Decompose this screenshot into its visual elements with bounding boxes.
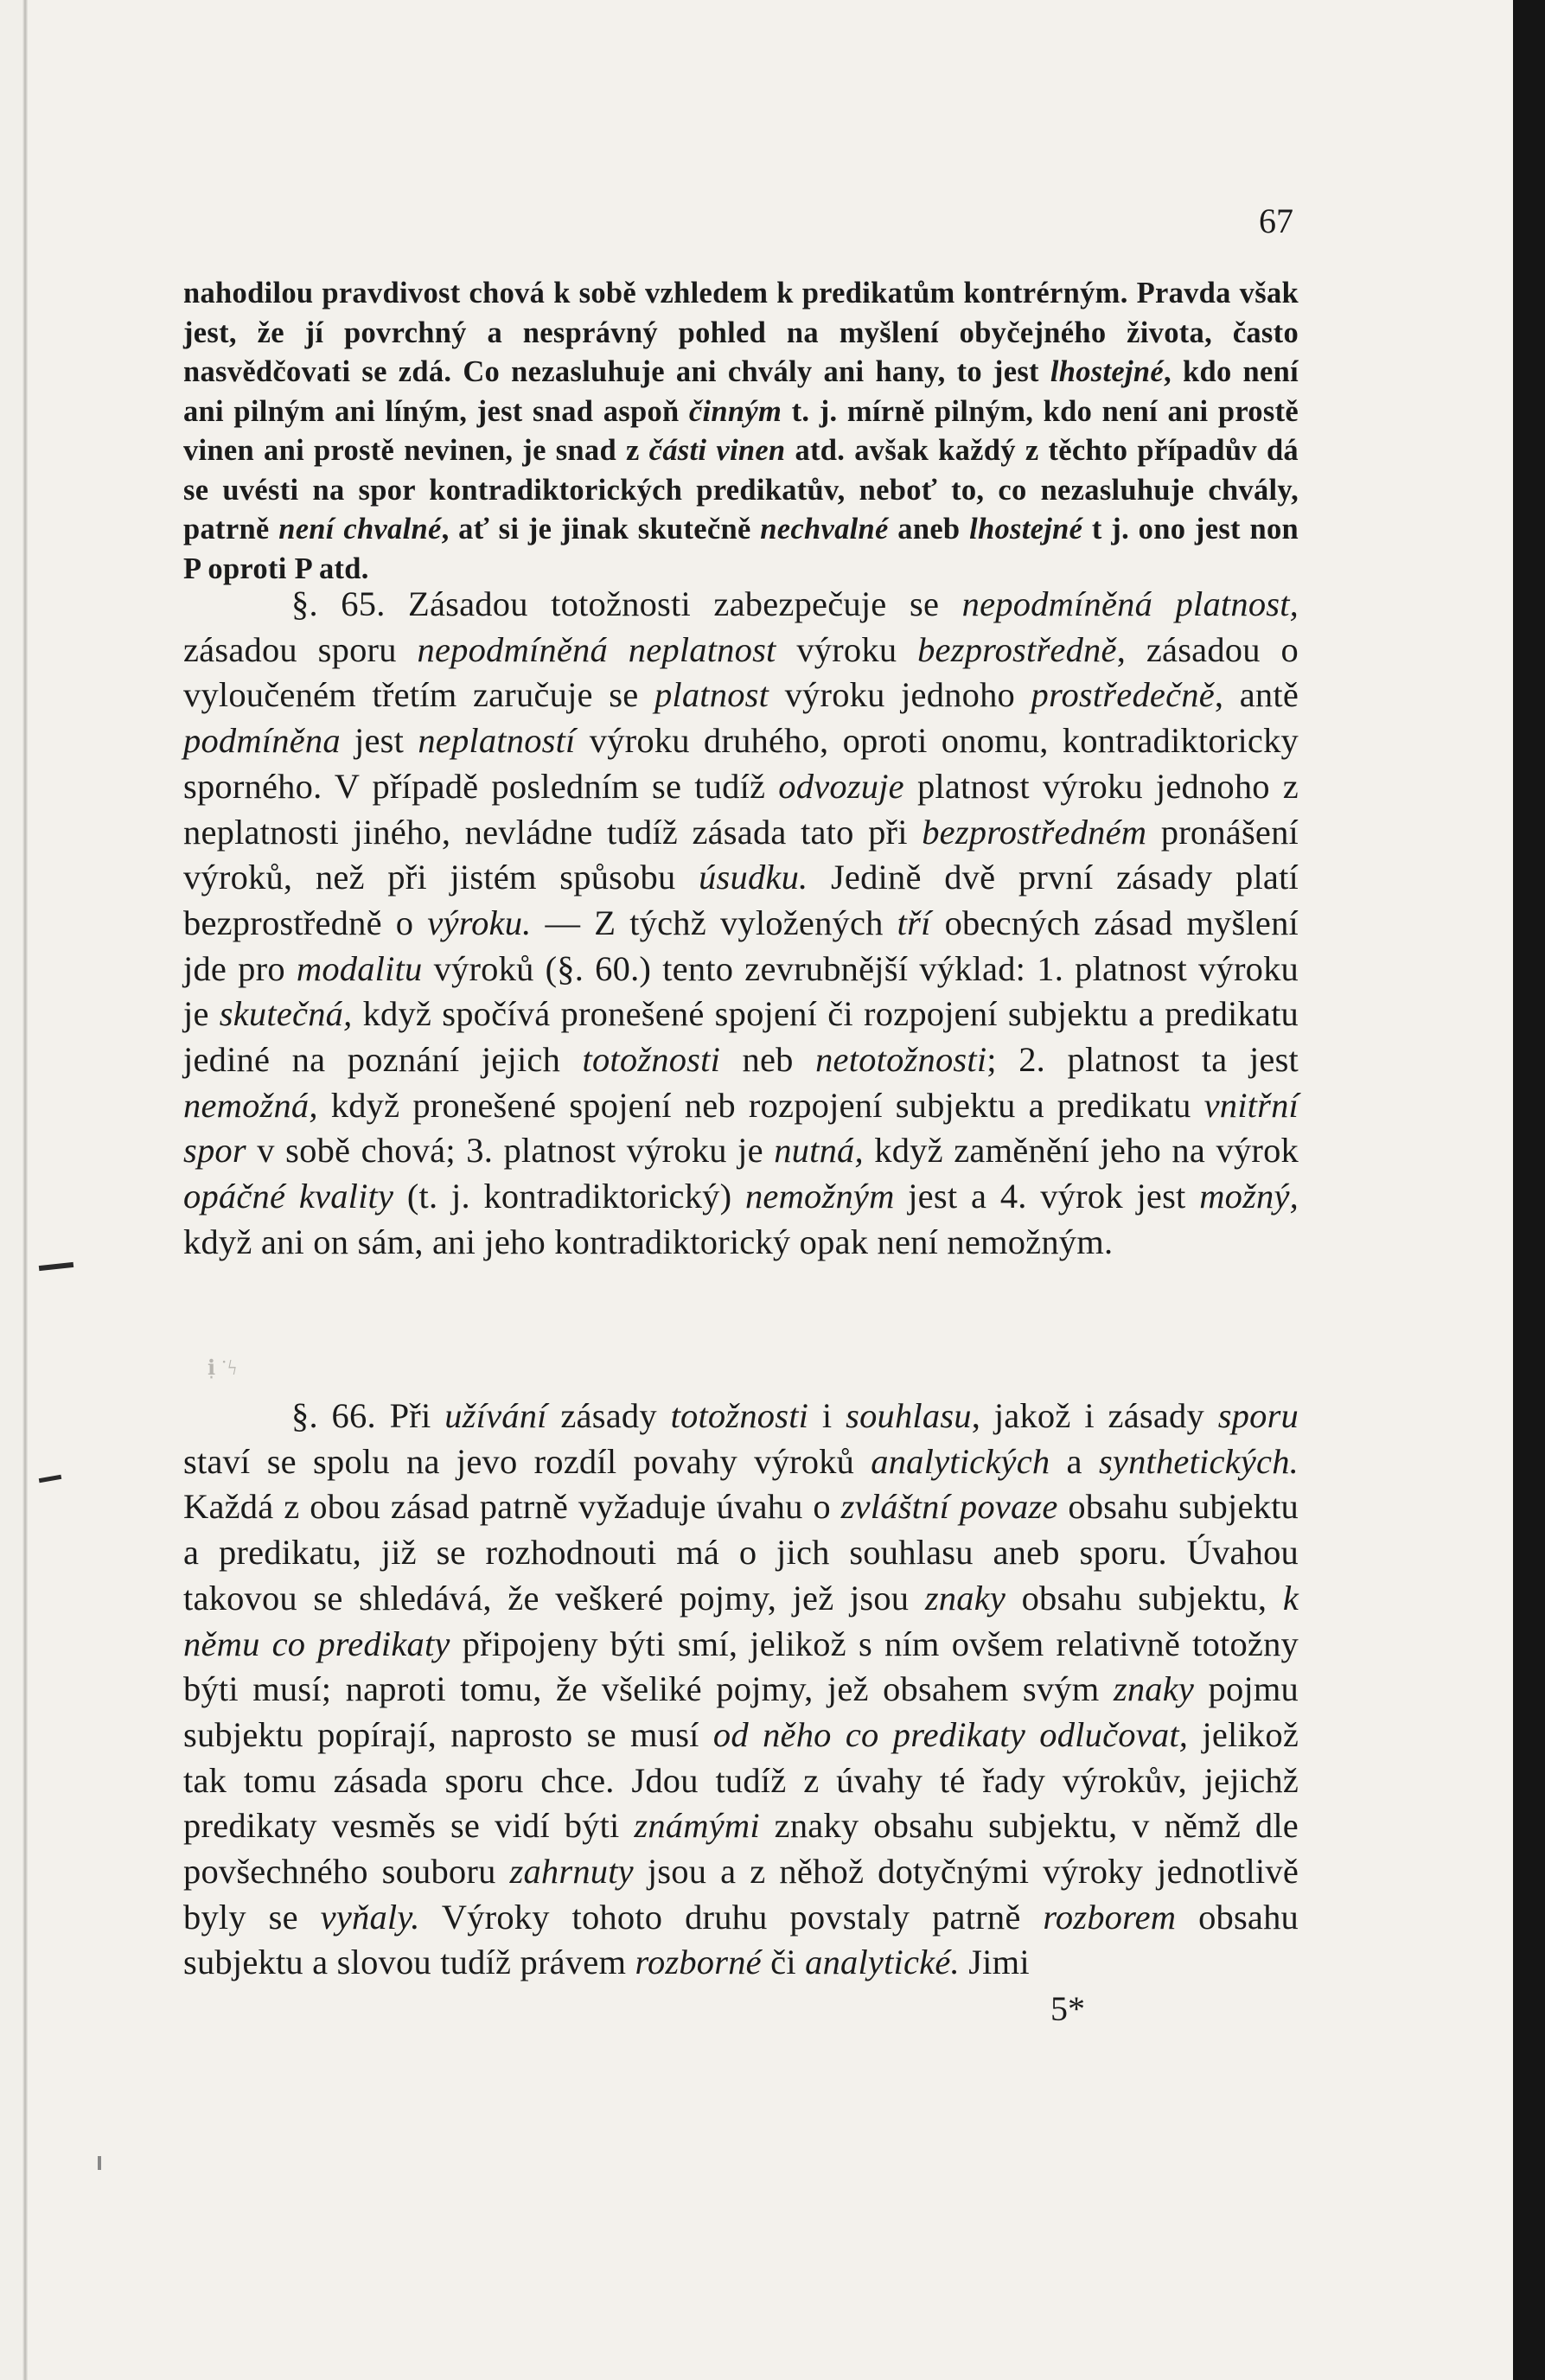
italic-text-run: části vinen [648, 434, 786, 467]
text-run: a [1050, 1441, 1099, 1481]
text-run: či [761, 1943, 806, 1982]
italic-text-run: prostředečně [1031, 675, 1215, 715]
text-run: — Z týchž vyložených [531, 903, 897, 942]
italic-text-run: totožnosti [670, 1396, 809, 1435]
italic-text-run: zahrnuty [509, 1852, 634, 1892]
italic-text-run: nepodmíněná platnost, [961, 584, 1299, 623]
italic-text-run: úsudku. [699, 858, 808, 897]
text-run: výroků (§. 60.) tento zevrubnější výklad: 1. platnost výroku je [183, 948, 1299, 1034]
paragraph-section-65 [183, 582, 1299, 1266]
text-run: obecných zásad myšlení jde pro [183, 903, 1299, 988]
text-run: výroku jednoho [769, 675, 1031, 715]
section-number: §. 65. [291, 584, 409, 623]
italic-text-run: analytické. [805, 1943, 960, 1982]
text-run: v sobě chová; 3. platnost výroku je [246, 1131, 775, 1171]
text-run: Výroky tohoto druhu povstaly patrně [419, 1897, 1044, 1937]
italic-text-run: známými [634, 1806, 760, 1846]
text-run: Jimi [959, 1943, 1030, 1982]
italic-text-run: bezprostředném [922, 812, 1147, 852]
text-run: Zásadou totožnosti zabezpečuje se [408, 584, 962, 623]
text-run: , jakož i zásady [971, 1396, 1218, 1435]
text-run: obsahu subjektu, [1006, 1578, 1283, 1618]
text-run: nahodilou pravdivost chová k sobě vzhledem k predikatům kontrérným. Pravda však jest, že jí povrchný a nesprávný pohled na myšlení obyčejného života, často nasvědčovati se zdá. Co nezasluhuje ani chvály ani hany, to jest [183, 277, 1299, 388]
italic-text-run: totožnosti [582, 1040, 721, 1080]
italic-text-run: modalitu [296, 948, 423, 988]
text-run: zásady [546, 1396, 671, 1435]
italic-text-run: synthetických. [1098, 1441, 1299, 1481]
paragraph-section-66 [183, 1394, 1299, 1986]
italic-text-run: znaky [924, 1578, 1006, 1618]
italic-text-run: možný, [1199, 1177, 1299, 1216]
italic-text-run: lhostejné [1050, 355, 1165, 388]
italic-text-run: platnost [654, 675, 769, 715]
italic-text-run: zvláštní povaze [840, 1487, 1058, 1527]
text-run: platnost výroku jednoho z neplatnosti jiného, nevládne tudíž zásada tato při [183, 766, 1299, 852]
italic-text-run: netotožnosti [815, 1040, 987, 1080]
italic-text-run: neplatností [418, 721, 576, 761]
text-run: zásadou sporu [183, 629, 418, 669]
italic-text-run: podmíněna [183, 721, 341, 761]
text-run: když ani on sám, ani jeho kontradiktorický opak není nemožným. [183, 1222, 1114, 1261]
text-run: , ať si je jinak skutečně [441, 513, 761, 546]
text-run: staví se spolu na jevo rozdíl povahy výroků [183, 1441, 871, 1481]
text-run: aneb [888, 513, 970, 546]
text-run: znaky obsahu subjektu, v němž dle povšechného souboru [183, 1806, 1299, 1892]
text-run: , zásadou o vyloučeném třetím zaručuje se [183, 629, 1299, 715]
text-run: , antě [1214, 675, 1299, 715]
text-run: obsahu subjektu a predikatu, již se rozhodnouti má o jich souhlasu aneb sporu. Úvahou takovou se shledává, že veškeré pojmy, jež jsou [183, 1487, 1299, 1618]
italic-text-run: k němu co predikaty [183, 1578, 1299, 1663]
italic-text-run: bezprostředně [917, 629, 1117, 669]
italic-text-run: analytických [871, 1441, 1050, 1481]
text-run: výroku [776, 629, 918, 669]
scan-background-edge [1513, 0, 1545, 2380]
text-run: jsou a z něhož dotyčnými výroky jednotlivě byly se [183, 1852, 1299, 1937]
text-run: jest a 4. výrok jest [894, 1177, 1200, 1216]
italic-text-run: nechvalné [760, 513, 889, 546]
italic-text-run: nutná, [774, 1131, 864, 1171]
text-run: Každá z obou zásad patrně vyžaduje úvahu o [183, 1487, 841, 1527]
italic-text-run: užívání [444, 1396, 547, 1435]
italic-text-run: lhostejné [969, 513, 1083, 546]
text-run: ; 2. platnost ta jest [986, 1040, 1299, 1080]
italic-text-run: rozborem [1043, 1897, 1177, 1937]
italic-text-run: nemožným [744, 1177, 895, 1216]
printer-signature-mark: 5* [1050, 1989, 1085, 2028]
text-run: (t. j. kontradiktorický) [393, 1177, 745, 1216]
text-run: když zaměnění jeho na výrok [863, 1131, 1299, 1171]
text-run: t. j. mírně pilným, kdo není ani prostě vinen ani prostě nevinen, je snad z [183, 394, 1299, 467]
text-run: pojmu subjektu popírají, naprosto se musí [183, 1669, 1299, 1754]
italic-text-run: opáčné kvality [183, 1177, 394, 1216]
text-run: jest [340, 721, 418, 761]
italic-text-run: sporu [1217, 1396, 1299, 1435]
text-run: připojeny býti smí, jelikož s ním ovšem relativně totožny býti musí; naproti tomu, že všeliké pojmy, jež obsahem svým [183, 1624, 1299, 1709]
text-run: , kdo není ani pilným ani líným, jest snad aspoň [183, 355, 1299, 428]
italic-text-run: znaky [1113, 1669, 1195, 1709]
text-run: výroku druhého, oproti onomu, kontradiktoricky sporného. V případě posledním se tudíž [183, 721, 1299, 806]
italic-text-run: vnitřní spor [183, 1085, 1299, 1171]
italic-text-run: od něho co predikaty odlučovat, [712, 1714, 1189, 1754]
paragraph-continuation [183, 274, 1299, 589]
text-run: neb [720, 1040, 816, 1080]
italic-text-run: nemožná, [183, 1085, 318, 1125]
italic-text-run: nepodmíněná neplatnost [417, 629, 776, 669]
italic-text-run: činným [688, 394, 782, 428]
text-run: obsahu subjektu a slovou tudíž právem [183, 1897, 1299, 1982]
italic-text-run: výroku. [427, 903, 532, 942]
text-run: Jedině dvě první zásady platí bezprostředně o [183, 858, 1299, 942]
section-number: §. 66. [291, 1396, 390, 1435]
italic-text-run: vyňaly. [320, 1897, 420, 1937]
italic-text-run: rozborné [635, 1943, 762, 1982]
text-run: pronášení výroků, než při jistém spůsobu [183, 812, 1299, 897]
margin-speck [98, 2156, 101, 2170]
previous-page-edge [0, 0, 28, 2380]
text-run: když spočívá pronešené spojení či rozpojení subjektu a predikatu jediné na poznání jejich [183, 994, 1299, 1080]
italic-text-run: není chvalné [278, 513, 442, 546]
italic-text-run: odvozuje [778, 766, 904, 806]
faint-bleed-marks: ℹ̣ ˙ϟ [207, 1357, 237, 1380]
italic-text-run: skutečná, [219, 994, 353, 1034]
text-run: když pronešené spojení neb rozpojení subjektu a predikatu [317, 1085, 1204, 1125]
text-run: Při [389, 1396, 445, 1435]
text-run: jelikož tak tomu zásada sporu chce. Jdou tudíž z úvahy té řady výrokův, jejichž predikaty vesměs se vidí býti [183, 1714, 1299, 1846]
italic-text-run: tří [897, 903, 931, 942]
text-run: atd. avšak každý z těchto případův dá se uvésti na spor kontradiktorických predikatův, neboť to, co nezasluhuje chvály, patrně [183, 434, 1299, 546]
text-run: i [808, 1396, 846, 1435]
italic-text-run: souhlasu [846, 1396, 972, 1435]
text-run: t j. ono jest non P oproti P atd. [183, 513, 1299, 585]
page-number: 67 [1259, 201, 1293, 240]
